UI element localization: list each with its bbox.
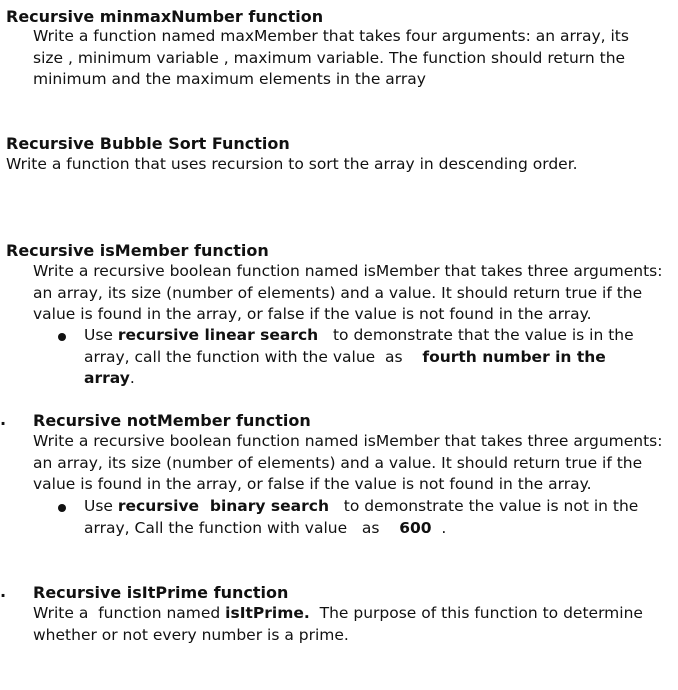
body-line: Write a function that uses recursion to sort the array in descending order. [6,155,578,173]
body-line: value is found in the array, or false if the value is not found in the array. [33,475,592,493]
body-line: size , minimum variable , maximum variable. The function should return the [33,48,626,67]
list-marker: . [0,410,7,429]
body-line: an array, its size (number of elements) and a value. It should return true if the [33,453,643,472]
bullet-bold-text: array [84,369,130,387]
bullet-bold-text: fourth number in the [422,347,606,366]
section-body-bubble-sort [6,154,578,176]
body-line: value is found in the array, or false if the value is not found in the array. [33,305,592,323]
body-line: Write a recursive boolean function named isMember that takes three arguments: [33,262,663,280]
body-bold-text: isItPrime. [225,604,310,622]
body-text: Write a function named [33,604,226,622]
section-body-ismember [33,261,662,326]
section-title-bubble-sort: Recursive Bubble Sort Function [6,134,290,153]
section-title-ismember: Recursive isMember function [6,241,269,260]
body-line: minimum and the maximum elements in the array [33,70,426,88]
bullet-text: . [431,518,447,537]
section-body-isitprime [33,603,643,646]
body-line: an array, its size (number of elements) and a value. It should return true if the [33,283,643,302]
section-body-minmax [33,26,629,91]
bullet-bold-text: 600 [399,518,432,537]
section-title-minmax: Recursive minmaxNumber function [6,7,324,26]
body-line: whether or not every number is a prime. [33,625,349,644]
bullet-text: to demonstrate the value is not in the [328,497,639,515]
bullet-bold-text: recursive linear search [117,326,319,344]
list-marker: . [0,582,7,601]
bullet-icon [58,504,66,512]
body-line: Write a function named maxMember that takes four arguments: an array, its [33,27,629,45]
bullet-text: array, Call the function with value as [84,518,400,537]
bullet-text: array, call the function with the value as [84,347,423,366]
bullet-text: Use [84,497,118,515]
body-text: The purpose of this function to determine [309,604,643,622]
section-body-notmember [33,431,662,496]
body-line: Write a recursive boolean function named isMember that takes three arguments: [33,432,663,450]
bullet-text: to demonstrate that the value is in the [318,326,634,344]
section-title-isitprime: Recursive isItPrime function [33,583,289,602]
bullet-text: Use [84,326,118,344]
bullet-bold-text: recursive binary search [117,497,329,515]
section-title-notmember: Recursive notMember function [33,411,311,430]
bullet-icon [58,333,66,341]
bullet-text: . [129,369,135,387]
